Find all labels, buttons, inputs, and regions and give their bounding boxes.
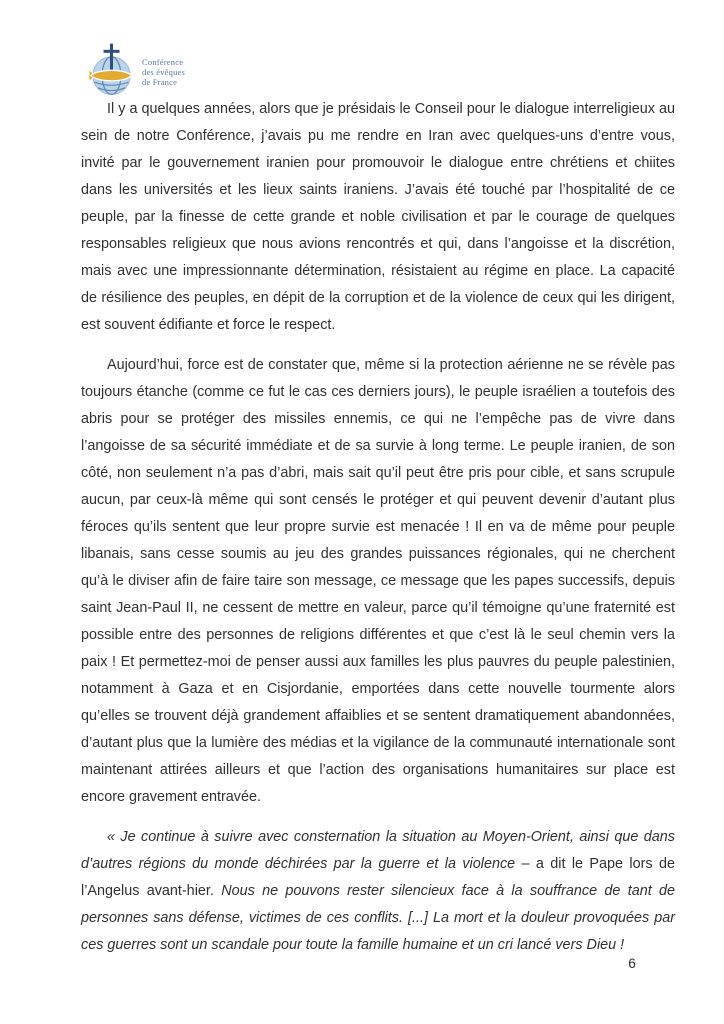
paragraph-middle-east-situation: Aujourd’hui, force est de constater que, même si la protection aérienne ne se révèle pas toujours étanche (comme ce fut le cas ces derniers jours), le peuple israélien a toutefois des abris pour se protéger des missiles ennemis, ce qui ne l’empêche pas de vivre dans l’angoisse de sa sécurité immédiate et de sa survie à long terme. Le peuple iranien, de son côté, non seulement n’a pas d’abri, mais sait qu’il peut être pris pour cible, et sans scrupule aucun, par ceux-là même qui sont censés le protéger et qui peuvent devenir d’autant plus féroces qu’ils sentent que leur propre survie est menacée ! Il en va de même pour peuple libanais, sans cesse soumis au jeu des grandes puissances régionales, qui ne cherchent qu’à le diviser afin de faire taire son message, ce message que les papes successifs, depuis saint Jean-Paul II, ne cessent de mettre en valeur, parce qu’il témoigne qu’une fraternité est possible entre des personnes de religions différentes et que c’est là le seul chemin vers la paix ! Et permettez-moi de penser aussi aux familles les plus pauvres du peuple palestinien, notamment à Gaza et en Cisjordanie, emportées dans cette nouvelle tourmente alors qu’elles se trouvent déjà grandement affaiblies et se sentent dramatiquement abandonnées, d’autant plus que la lumière des médias et la vigilance de la communauté internationale sont maintenant attirées ailleurs et que l’action des organisations humanitaires sur place est encore gravement entravée.	[81, 357, 675, 805]
paragraph-iran-visit: Il y a quelques années, alors que je présidais le Conseil pour le dialogue interreligieux au sein de notre Conférence, j’avais pu me rendre en Iran avec quelques-uns d’entre vous, invité par le gouvernement iranien pour promouvoir le dialogue entre chrétiens et chiites dans les universités et les lieux saints iraniens. J’avais été touché par l’hospitalité de ce peuple, par la finesse de cette grande et noble civilisation et par le courage de quelques responsables religieux que nous avions rencontrés et qui, dans l’angoisse et la discrétion, mais avec une impressionnante détermination, résistaient au régime en place. La capacité de résilience des peuples, en dépit de la corruption et de la violence de ceux qui les dirigent, est souvent édifiante et force le respect.	[81, 101, 675, 333]
logo-line-1: Conférence	[142, 57, 184, 67]
pope-quote-attribution: a dit le Pape lors de l’Angelus avant-hier.	[81, 856, 675, 899]
pope-quote-italic-rest: Nous ne pouvons rester silencieux face à la souffrance de tant de personnes sans défense, victimes de ces conflits. [...] La mort et la douleur provoquées par ces guerres sont un scandale pour toute la famille humaine et un cri lancé vers Dieu !	[81, 883, 675, 953]
cef-logo-wordmark	[142, 40, 185, 87]
page-number: 6	[628, 956, 636, 971]
cef-globe-fish-cross-icon	[88, 40, 135, 98]
cef-logo	[88, 40, 185, 98]
pope-quote-italic-lead: « Je continue à suivre avec consternation la situation au Moyen-Orient, ainsi que dans d’autres régions du monde déchirées par la guerre et la violence –	[81, 829, 675, 872]
document-body	[81, 96, 675, 972]
logo-line-2: des évêques	[142, 67, 186, 77]
logo-line-3: de France	[142, 77, 178, 87]
paragraph-pope-quote	[81, 824, 675, 959]
